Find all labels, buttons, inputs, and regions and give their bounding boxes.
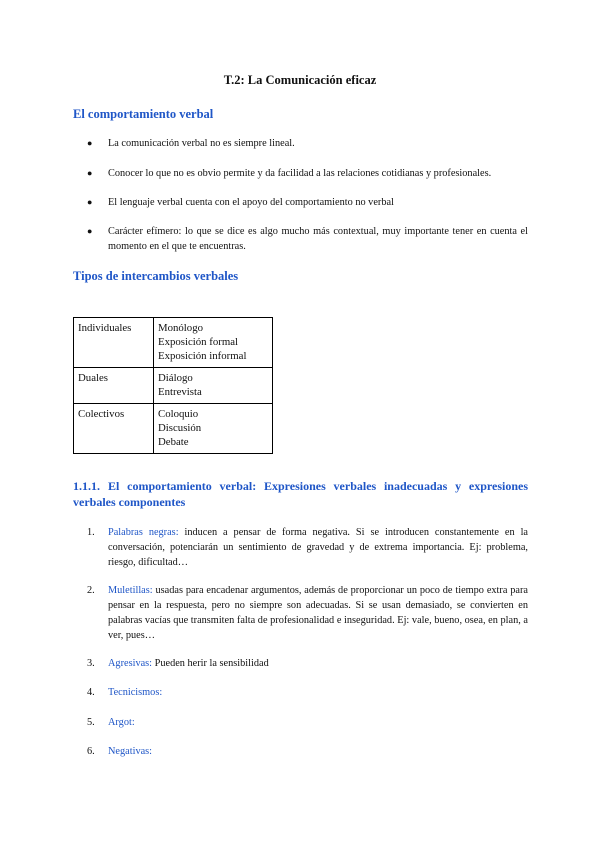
list-number: 2. <box>87 585 95 596</box>
table-item: Exposición formal <box>158 336 239 348</box>
table-item: Debate <box>158 436 189 448</box>
table-item: Discusión <box>158 422 202 434</box>
table-cell-items <box>154 318 273 368</box>
section-heading-verbal-behavior: El comportamiento verbal <box>73 107 214 121</box>
list-item-text: Carácter efímero: lo que se dice es algo mucho más contextual, muy importante tener en cuenta el momento en el que te encuentras. <box>108 226 528 252</box>
table-item: Monólogo <box>158 322 203 334</box>
section-heading-text: El comportamiento verbal: Expresiones verbales inadecuadas y expresiones verbales componentes <box>73 479 528 509</box>
table-row <box>74 318 273 368</box>
list-item-text: La comunicación verbal no es siempre lineal. <box>108 138 295 149</box>
list-term: Agresivas: <box>108 658 153 669</box>
list-item-text: Pueden herir la sensibilidad <box>152 658 269 669</box>
list-item <box>73 744 528 759</box>
table-row <box>74 404 273 454</box>
table-cell-items <box>154 404 273 454</box>
list-term: Argot: <box>108 717 135 728</box>
table-cell-type: Duales <box>74 368 154 404</box>
table-item: Exposición informal <box>158 350 247 362</box>
exchange-types-table <box>73 317 273 454</box>
table-row <box>74 368 273 404</box>
list-term: Muletillas: <box>108 585 153 596</box>
bullet-icon: ● <box>87 138 93 148</box>
list-item <box>73 656 528 671</box>
bullet-icon: ● <box>87 197 93 207</box>
list-item <box>73 136 528 151</box>
table-cell-items <box>154 368 273 404</box>
list-item-text: usadas para encadenar argumentos, además de proporcionar un poco de tiempo extra para pensar en la respuesta, pero no siempre son adecuadas. Si se usan demasiado, se convierten en palabras vacías que transmiten falta de profesionalidad e inseguridad. Ej: vale, bueno, osea, en plan, a ver, pues… <box>108 585 528 641</box>
list-item <box>73 195 528 210</box>
list-item <box>73 224 528 254</box>
list-term: Tecnicismos: <box>108 687 163 698</box>
list-item <box>73 166 528 181</box>
section-number: 1.1.1. <box>73 479 100 493</box>
list-term: Palabras negras: <box>108 527 179 538</box>
list-number: 5. <box>87 717 95 728</box>
list-item <box>73 685 528 700</box>
list-item <box>73 715 528 730</box>
list-item-text: El lenguaje verbal cuenta con el apoyo del comportamiento no verbal <box>108 197 394 208</box>
bullet-icon: ● <box>87 168 93 178</box>
table-item: Diálogo <box>158 372 193 384</box>
list-item-text: inducen a pensar de forma negativa. Si se introducen constantemente en la conversación, potenciarán un sentimiento de gravedad y de extrema importancia. Ej: problema, riesgo, dificultad… <box>108 527 528 568</box>
list-item <box>73 525 528 570</box>
list-number: 4. <box>87 687 95 698</box>
table-item: Coloquio <box>158 408 199 420</box>
section-heading-verbal-expressions <box>73 478 528 510</box>
table-cell-type: Individuales <box>74 318 154 368</box>
section-heading-exchange-types: Tipos de intercambios verbales <box>73 269 239 283</box>
table-item: Entrevista <box>158 386 202 398</box>
list-item <box>73 583 528 643</box>
list-number: 3. <box>87 658 95 669</box>
list-term: Negativas: <box>108 746 153 757</box>
list-item-text: Conocer lo que no es obvio permite y da facilidad a las relaciones cotidianas y profesionales. <box>108 168 492 179</box>
bullet-icon: ● <box>87 226 93 236</box>
document-title: T.2: La Comunicación eficaz <box>223 73 377 87</box>
table-cell-type: Colectivos <box>74 404 154 454</box>
list-number: 6. <box>87 746 95 757</box>
list-number: 1. <box>87 527 95 538</box>
